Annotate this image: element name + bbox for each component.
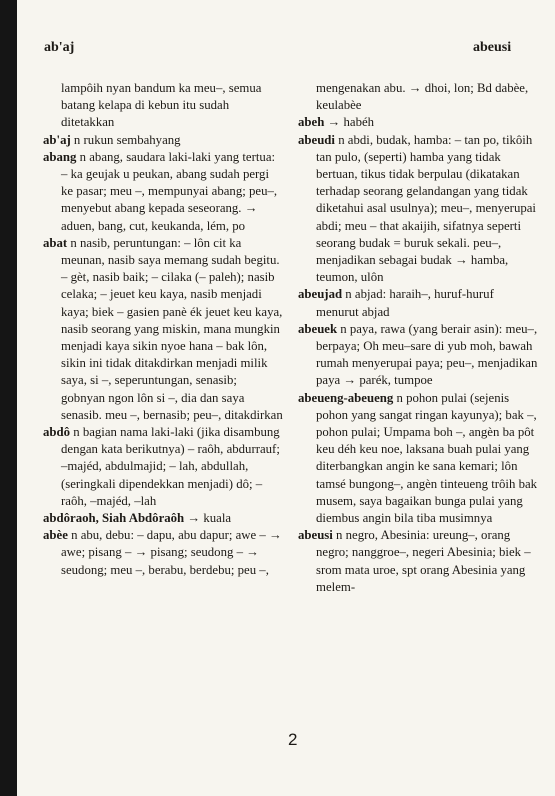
dictionary-entry	[43, 235, 283, 424]
dictionary-entry	[43, 80, 283, 132]
entry-text: n bagian nama laki-laki (jika disambung dengan kata berikutnya) – raôh, abdurrauf; –majéd, abdulmajid; – lah, abdullah, (seringkali dipendekkan menjadi) dô; – raôh, –majéd, –lah	[61, 425, 280, 508]
right-column	[298, 80, 538, 596]
entry-headword: abeudi	[298, 132, 335, 147]
entry-headword: abèe	[43, 528, 68, 543]
entry-headword: abeh	[298, 115, 325, 130]
entry-text: → kuala	[184, 511, 232, 526]
dictionary-entry	[298, 321, 538, 390]
entry-headword: abang	[43, 149, 77, 164]
entry-headword: abeueng-abeueng	[298, 390, 394, 405]
entry-text: n abjad: haraih–, huruf-huruf menurut abjad	[316, 287, 494, 319]
entry-headword: abeuek	[298, 321, 338, 336]
entry-text: n abu, debu: – dapu, abu dapur; awe – → awe; pisang – → pisang; seudong – → seudong; meu –, berabu, berdebu; peu –,	[61, 528, 282, 577]
running-head-right: abeusi	[473, 40, 512, 55]
entry-headword: abeujad	[298, 287, 343, 302]
entry-headword: abdôraoh, Siah Abdôraôh	[43, 511, 185, 526]
entry-headword: abeusi	[298, 528, 333, 543]
running-head-left: ab'aj	[44, 40, 75, 55]
page-number: 2	[288, 730, 298, 749]
scan-dark-edge	[0, 0, 17, 796]
dictionary-entry	[43, 510, 283, 527]
entry-text: n rukun sembahyang	[70, 132, 181, 147]
entry-headword: abat	[43, 235, 68, 250]
dictionary-entry	[43, 149, 283, 235]
entry-headword: ab'aj	[43, 132, 71, 147]
dictionary-entry	[298, 80, 538, 114]
dictionary-entry	[298, 527, 538, 596]
dictionary-entry	[43, 527, 283, 579]
entry-text: n abdi, budak, hamba: – tan po, tikôih tan pulo, (seperti) hamba yang tidak bertuan, tikus tidak berpulau (dikatakan terhadap seorang gelandangan yang tidak diketahui asal usulnya); meu–, menyerupai abdi; meu – that akaijih, sifatnya seperti seorang budak = buruk sekali. peu–, menjadikan sebagai budak → hamba, teumon, ulôn	[316, 132, 536, 285]
entry-text: n nasib, peruntungan: – lôn cit ka meunan, nasib saya memang sudah begitu. – gèt, nasib baik; – cilaka (– paleh); nasib celaka; – jeuet keu kaya, nasib menjadi kaya; biek – gasien panè ék jeuet keu kaya, nasib seorang yang miskin, mana mungkin menjadi kaya sikin nyoe hana – bak lôn, sikin ini tidak ditakdirkan menjadi milik saya, si –, seperuntungan, senasib; gobnyan ngon lôn si –, dia dan saya senasib. meu –, bernasib; peu–, ditakdirkan	[61, 235, 283, 422]
dictionary-entry	[298, 286, 538, 320]
left-column	[43, 80, 283, 579]
entry-text: n paya, rawa (yang berair asin): meu–, berpaya; Oh meu–sare di yub moh, bawah rumah menyerupai paya; peu–, menjadikan paya → parék, tumpoe	[316, 321, 538, 388]
dictionary-entry	[43, 132, 283, 149]
entry-text: → habéh	[324, 115, 375, 130]
entry-text: n negro, Abesinia: ureung–, orang negro; nanggroe–, negeri Abesinia; biek – srom mata uroe, spt orang Abesinia yang melem-	[316, 528, 531, 594]
entry-text: lampôih nyan bandum ka meu–, semua batang kelapa di kebun itu sudah ditetakkan	[61, 81, 262, 130]
entry-text: n pohon pulai (sejenis pohon yang sangat ringan kayunya); bak –, pohon pulai; Umpama boh –, angèn ba pôt keu déh keu noe, laksana buah pulai yang diterbangkan angin ke sana kemari; lôn tamsé bungong–, angèn tinteueng trôih bak musem, saya bagaikan bunga pulai yang diembus angin bila tiba musimnya	[316, 390, 538, 526]
entry-text: n abang, saudara laki-laki yang tertua: – ka geujak u peukan, abang sudah pergi ke pasar; meu –, mempunyai abang; peu–, menyebut abang kepada seseorang. → aduen, bang, cut, keukanda, lém, po	[61, 149, 278, 233]
entry-headword: abdô	[43, 425, 71, 440]
dictionary-entry	[298, 114, 538, 131]
dictionary-entry	[298, 132, 538, 287]
dictionary-entry	[43, 424, 283, 510]
entry-text: mengenakan abu. → dhoi, lon; Bd dabèe, keulabèe	[316, 81, 529, 113]
dictionary-entry	[298, 390, 538, 528]
